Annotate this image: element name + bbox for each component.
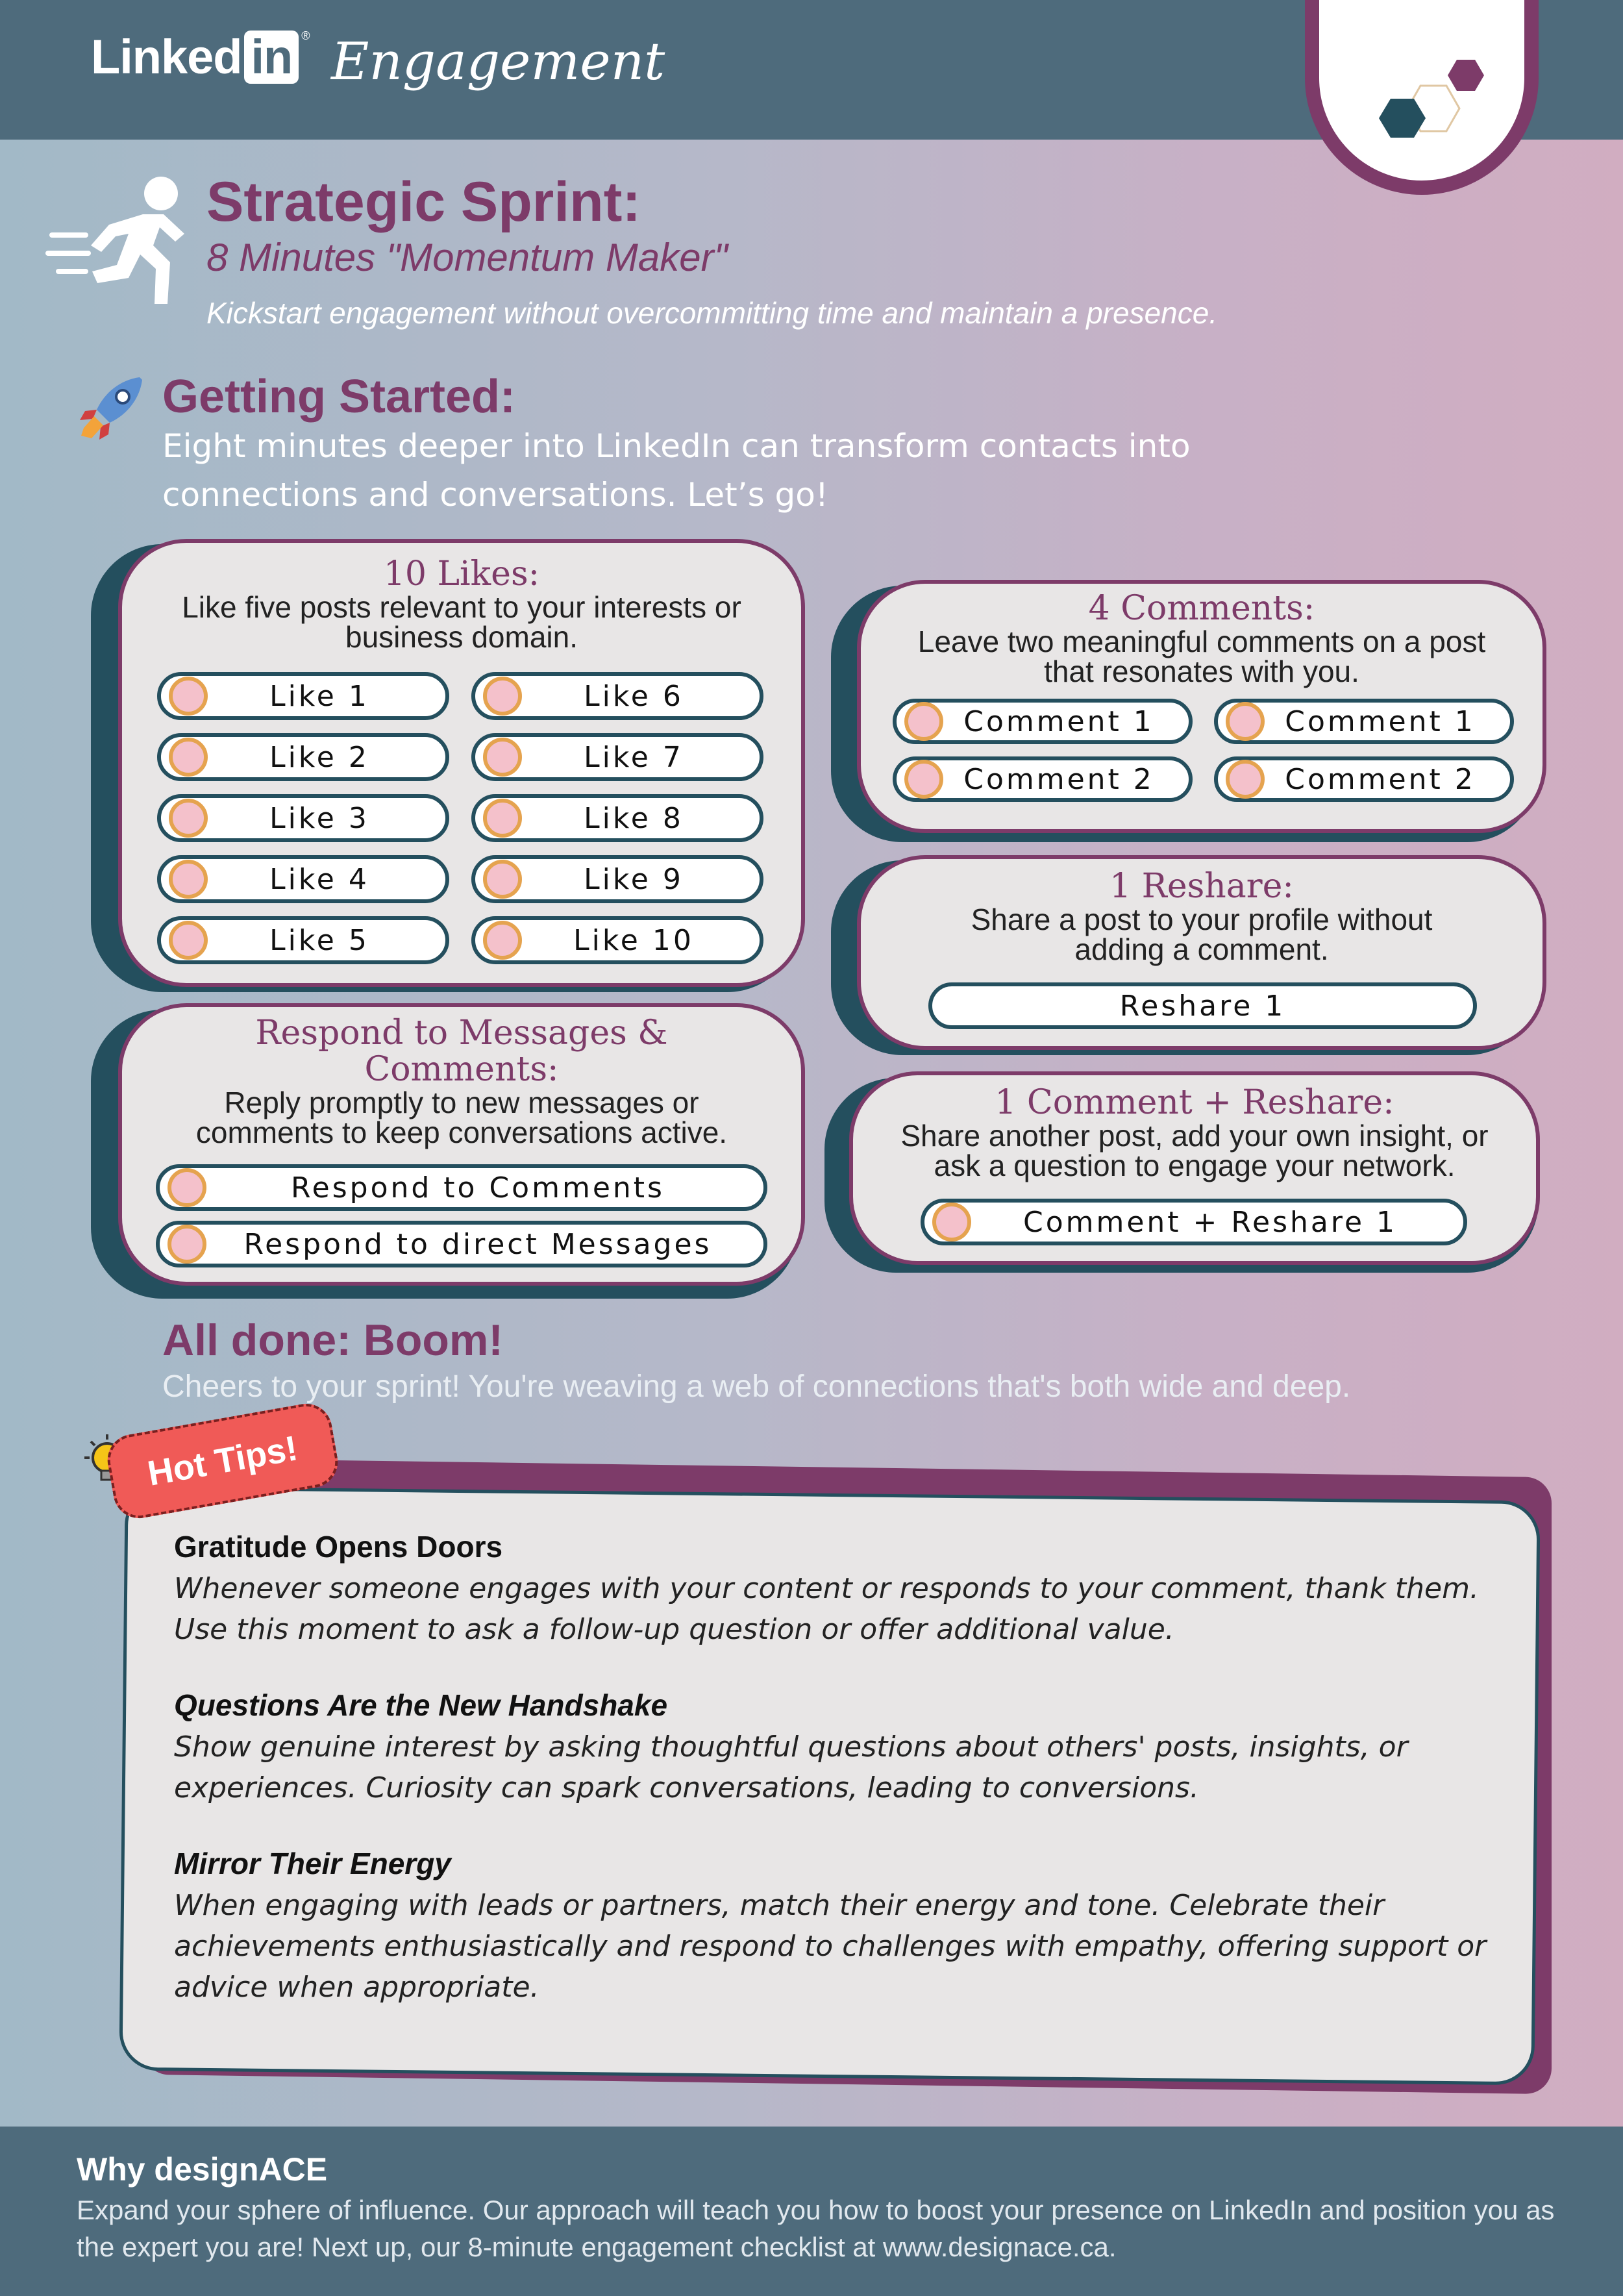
page-title: Strategic Sprint: [206,171,641,233]
checkbox-circle-icon[interactable] [483,921,522,960]
checkbox-circle-icon[interactable] [483,738,522,777]
checklist-item[interactable]: Comment 2 [1214,756,1514,802]
hexagon-teal-icon [1379,99,1426,138]
getting-started-body: Eight minutes deeper into LinkedIn can transform contacts into connections and conversations. Let’s go! [162,427,1191,514]
header-script-title: Engagement [331,31,665,92]
checkbox-circle-icon[interactable] [167,1225,206,1264]
checkbox-circle-icon[interactable] [169,799,208,838]
checklist-item[interactable]: Like 6 [471,672,763,720]
checklist-item[interactable]: Like 3 [157,794,449,842]
respond-card-title: Respond to Messages & Comments: [255,1014,668,1089]
checkbox-circle-icon[interactable] [904,760,943,799]
checklist-item[interactable]: Comment 1 [1214,699,1514,744]
page-subtitle: 8 Minutes "Momentum Maker" [206,236,728,279]
tip-heading: Questions Are the New Handshake [174,1688,668,1722]
likes-card-desc: Like five posts relevant to your interests or business domain. [182,590,741,654]
linkedin-logo: Linked in ® [91,29,310,84]
likes-card-title: 10 Likes: [383,555,540,593]
comment-reshare-card-title: 1 Comment + Reshare: [995,1083,1394,1122]
checkbox-circle-icon[interactable] [169,677,208,716]
getting-started-title: Getting Started: [162,371,516,423]
checklist-item[interactable]: Respond to Comments [156,1164,767,1211]
reshare-card-desc: Share a post to your profile without adding a comment. [971,903,1433,966]
checklist-item[interactable]: Reshare 1 [928,982,1477,1029]
tip-heading: Mirror Their Energy [174,1847,451,1880]
comment-reshare-card-desc: Share another post, add your own insight, or ask a question to engage your network. [900,1119,1489,1182]
respond-card-desc: Reply promptly to new messages or comments to keep conversations active. [195,1086,728,1149]
checkbox-circle-icon[interactable] [932,1203,971,1242]
checkbox-circle-icon[interactable] [1226,702,1265,741]
checklist-item[interactable]: Like 1 [157,672,449,720]
page-tagline: Kickstart engagement without overcommitting time and maintain a presence. [206,296,1218,330]
checklist-item[interactable]: Respond to direct Messages [156,1221,767,1267]
checkbox-circle-icon[interactable] [167,1168,206,1207]
hexagon-icon [1448,60,1484,91]
footer-body: Expand your sphere of influence. Our approach will teach you how to boost your presence on LinkedIn and position you as the expert you are! Next up, our 8-minute engagement checklist at www.designace.ca. [77,2195,1555,2262]
hot-tips-tag: Hot Tips! [103,1400,341,1523]
checklist-item[interactable]: Like 5 [157,916,449,964]
checklist-item[interactable]: Comment 1 [893,699,1193,744]
checkbox-circle-icon[interactable] [904,702,943,741]
comments-card-title: 4 Comments: [1088,589,1315,628]
done-title: All done: Boom! [162,1316,504,1365]
tip-heading: Gratitude Opens Doors [174,1530,503,1564]
running-person-icon [45,174,188,310]
tip-body: When engaging with leads or partners, match their energy and tone. Celebrate their achievements enthusiastically and respond to challenges with empathy, offering support or advice when appropriate. [174,1889,1487,2004]
checkbox-circle-icon[interactable] [169,860,208,899]
tip-body: Whenever someone engages with your content or responds to your comment, thank them. Use this moment to ask a follow-up question or offer additional value. [174,1572,1479,1646]
rocket-icon [75,373,146,445]
checklist-item[interactable]: Like 4 [157,855,449,903]
checklist-item[interactable]: Like 7 [471,733,763,781]
comments-card-desc: Leave two meaningful comments on a post that resonates with you. [917,625,1486,688]
checkbox-circle-icon[interactable] [169,738,208,777]
tips-list [174,1529,1511,2045]
tip-body: Show genuine interest by asking thoughtful questions about others' posts, insights, or experiences. Curiosity can spark conversations, leading to conversions. [174,1730,1408,1804]
checklist-item[interactable]: Comment + Reshare 1 [921,1199,1467,1245]
done-body: Cheers to your sprint! You're weaving a web of connections that's both wide and deep. [162,1369,1351,1404]
checkbox-circle-icon[interactable] [169,921,208,960]
checklist-item[interactable]: Comment 2 [893,756,1193,802]
checkbox-circle-icon[interactable] [1226,760,1265,799]
checklist-item[interactable]: Like 8 [471,794,763,842]
checkbox-circle-icon[interactable] [483,677,522,716]
checklist-item[interactable]: Like 10 [471,916,763,964]
footer-title: Why designACE [77,2151,328,2188]
hexagon-badge [1305,0,1539,195]
checkbox-circle-icon[interactable] [483,860,522,899]
checkbox-circle-icon[interactable] [483,799,522,838]
reshare-card-title: 1 Reshare: [1109,867,1294,906]
checklist-item[interactable]: Like 9 [471,855,763,903]
checklist-item[interactable]: Like 2 [157,733,449,781]
